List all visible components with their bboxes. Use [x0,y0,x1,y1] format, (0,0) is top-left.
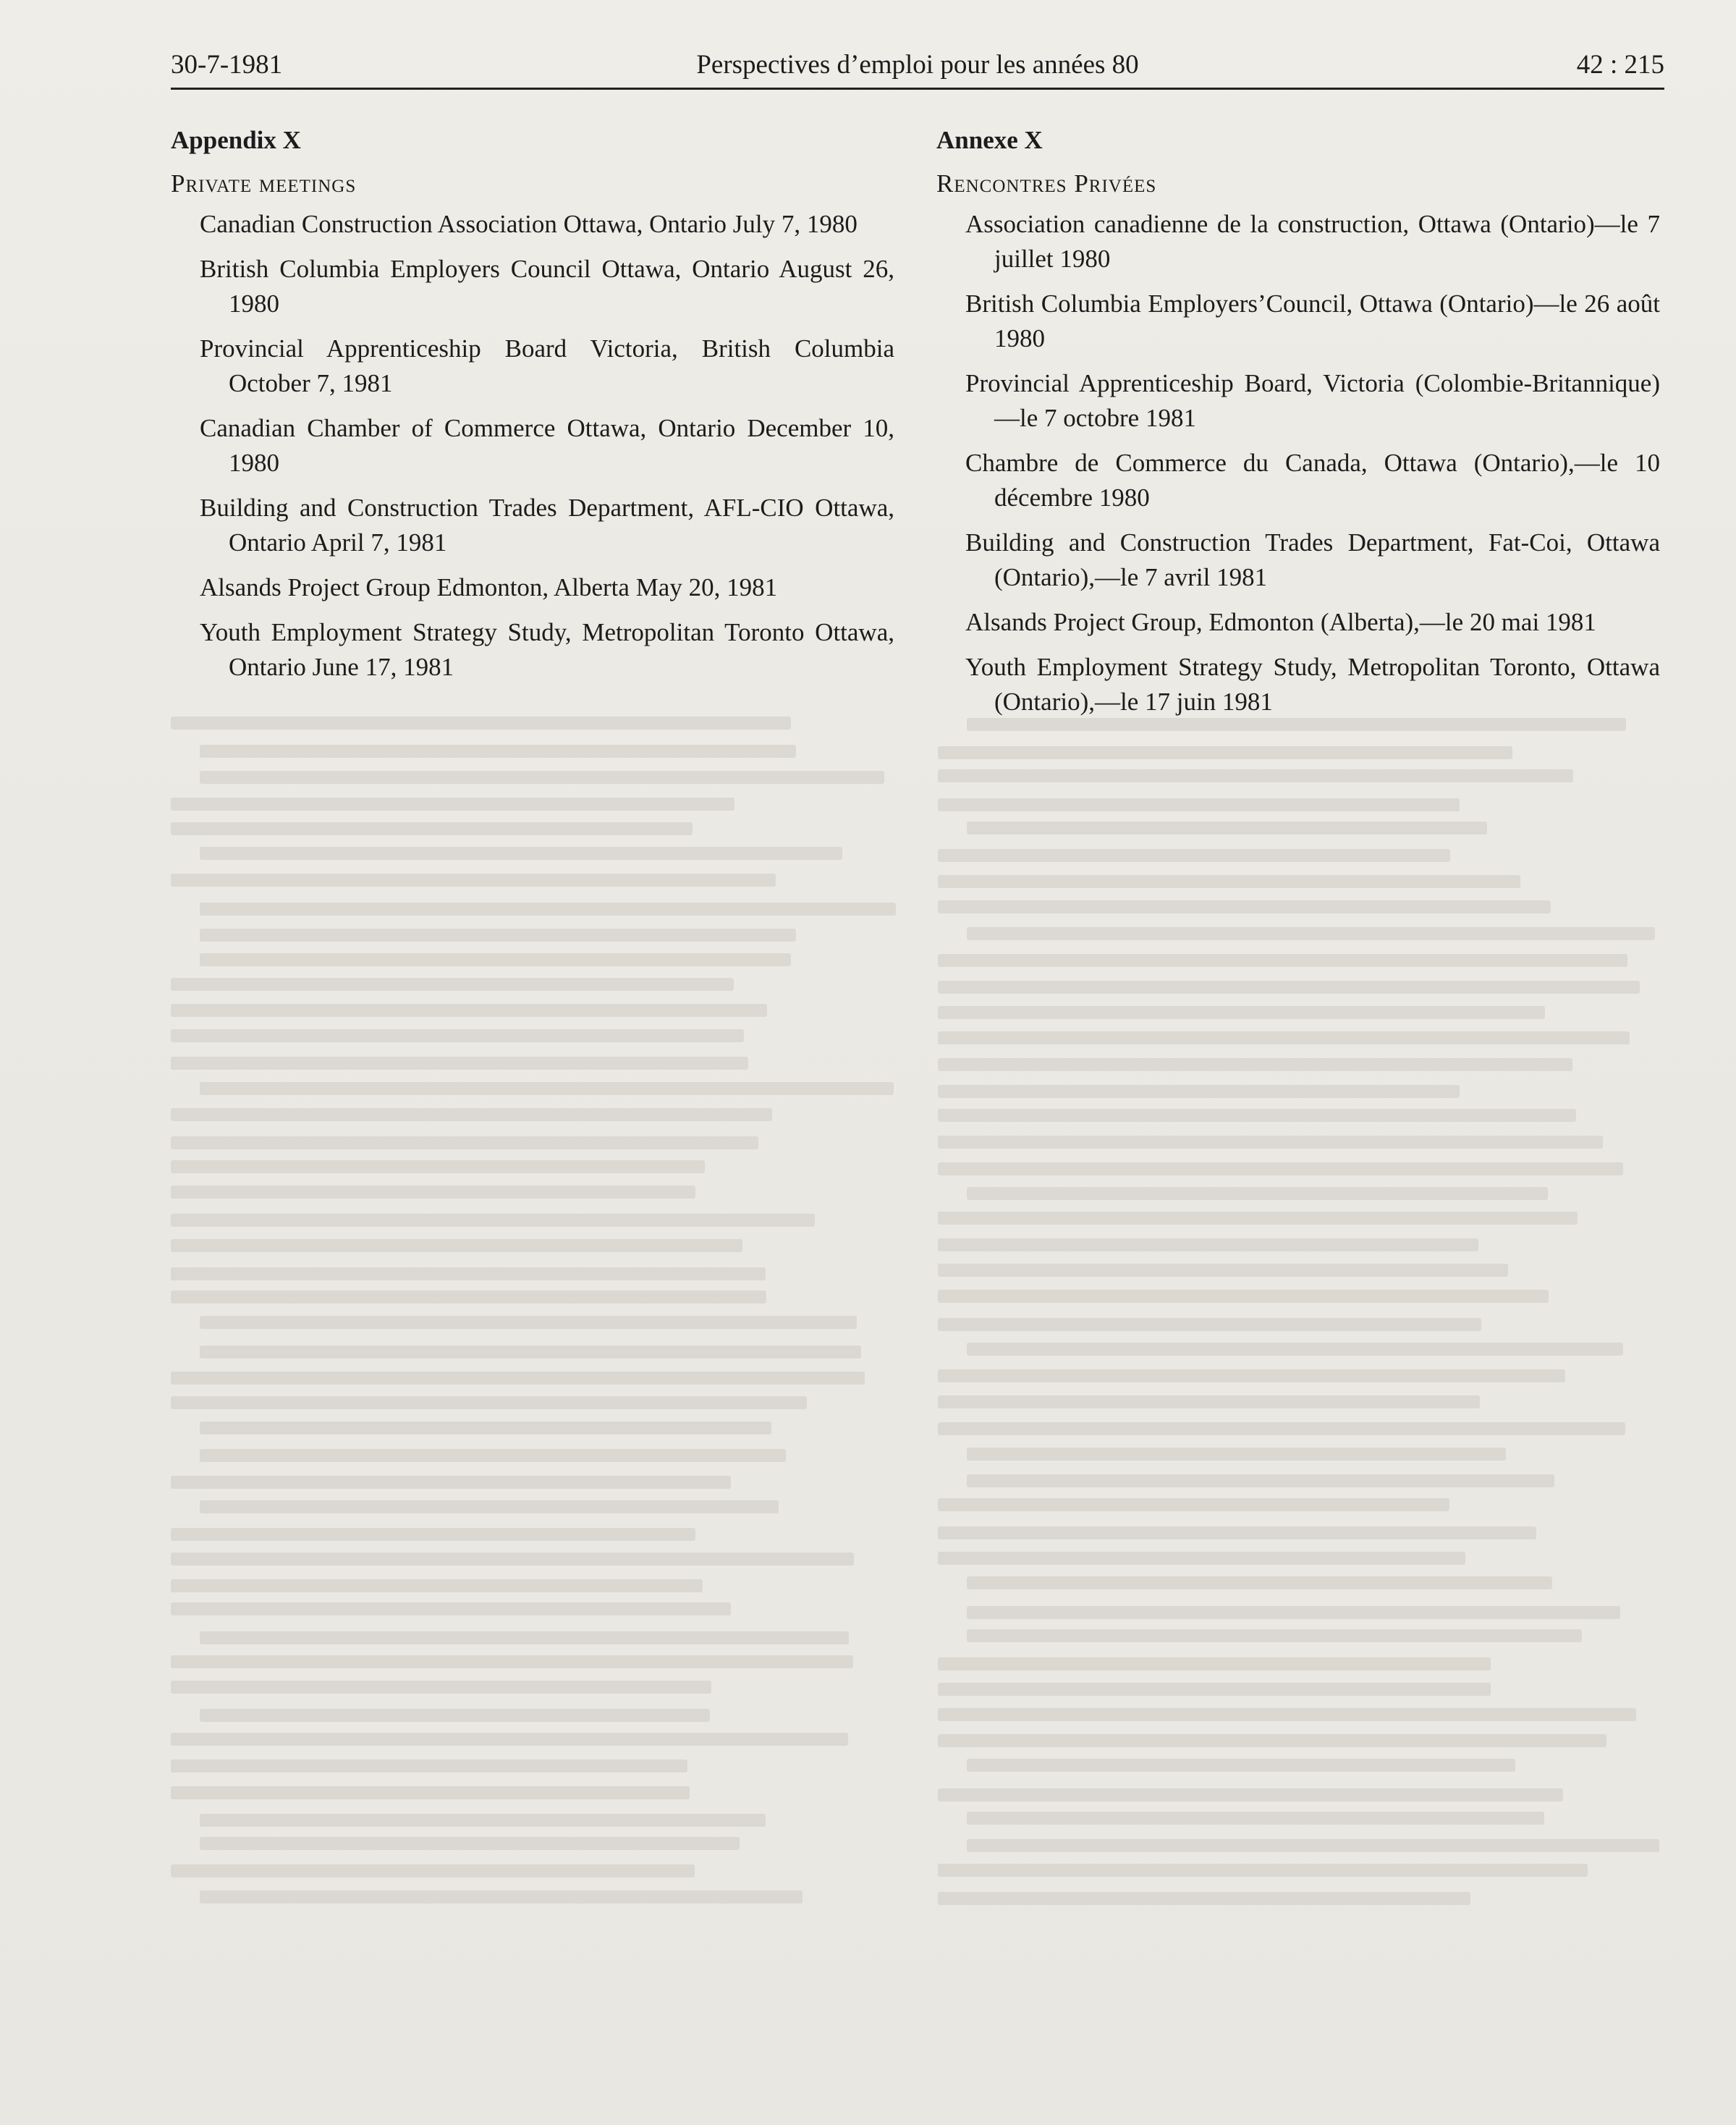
meeting-entry: British Columbia Employers Council Ottawa, Ontario August 26, 1980 [200,255,894,318]
show-through-line [171,1786,690,1799]
meeting-entry: British Columbia Employers’Council, Ottawa (Ontario)—le 26 août 1980 [965,290,1660,352]
show-through-line [967,1839,1659,1852]
appendix-heading: Appendix X [171,126,301,154]
show-through-line [938,1526,1536,1539]
show-through-line [200,1709,710,1722]
show-through-line [200,1449,786,1462]
show-through-line [171,1290,766,1304]
show-through-line [938,1864,1588,1877]
show-through-line [171,822,693,835]
show-through-line [171,1214,815,1227]
show-through-line [171,1476,731,1489]
show-through-line [938,1318,1481,1331]
meeting-entry: Provincial Apprenticeship Board Victoria, British Columbia October 7, 1981 [200,334,894,397]
show-through-line [171,1004,767,1017]
show-through-line [171,798,734,811]
show-through-line [171,1552,854,1566]
show-through-line [200,1421,771,1435]
show-through-line [938,1683,1491,1696]
show-through-texture [171,717,1664,1947]
show-through-line [938,1708,1636,1721]
show-through-line [200,1316,857,1329]
show-through-line [938,1395,1480,1408]
show-through-line [171,1528,695,1541]
show-through-line [967,1474,1554,1487]
meeting-entry: Building and Construction Trades Department, Fat-Coi, Ottawa (Ontario),—le 7 avril 1981 [965,528,1660,591]
show-through-line [171,1602,731,1615]
header-date: 30-7-1981 [171,50,283,80]
show-through-line [200,1500,779,1513]
show-through-line [200,1082,894,1095]
show-through-line [200,1814,766,1827]
show-through-line [171,1579,703,1592]
show-through-line [171,1396,807,1409]
show-through-line [938,769,1573,782]
show-through-line [200,847,842,860]
show-through-line [938,954,1627,967]
show-through-line [967,1576,1552,1589]
show-through-line [171,1759,687,1773]
show-through-line [938,875,1520,888]
show-through-line [938,798,1460,811]
show-through-line [171,717,791,730]
show-through-line [938,1264,1508,1277]
show-through-line [938,1136,1603,1149]
show-through-line [967,1606,1620,1619]
show-through-line [938,1788,1563,1801]
french-column [936,123,1660,730]
meeting-entry: Alsands Project Group Edmonton, Alberta May 20, 1981 [200,573,778,601]
show-through-line [171,874,776,887]
show-through-line [938,1238,1478,1251]
show-through-line [171,1372,865,1385]
meeting-entry: Canadian Construction Association Ottawa, Ontario July 7, 1980 [200,210,858,238]
show-through-line [938,1085,1460,1098]
meeting-entry: Association canadienne de la construction, Ottawa (Ontario)—le 7 juillet 1980 [965,210,1660,273]
show-through-line [171,978,734,991]
meeting-entry: Chambre de Commerce du Canada, Ottawa (Ontario),—le 10 décembre 1980 [965,449,1660,512]
show-through-line [938,849,1450,862]
show-through-line [200,771,884,784]
meeting-entry: Youth Employment Strategy Study, Metropolitan Toronto, Ottawa (Ontario),—le 17 juin 1981 [965,653,1660,716]
show-through-line [938,1734,1606,1747]
show-through-line [938,1058,1572,1071]
show-through-line [200,1345,861,1359]
show-through-line [171,1160,705,1173]
show-through-line [938,1109,1576,1122]
show-through-line [200,1890,803,1904]
show-through-line [938,1006,1545,1019]
show-through-line [200,929,796,942]
show-through-line [171,1108,772,1121]
show-through-line [171,1681,711,1694]
show-through-line [171,1267,766,1280]
section-heading: Rencontres Privées [936,169,1157,198]
header-title: Perspectives d’emploi pour les années 80 [696,50,1139,80]
show-through-line [967,1759,1515,1772]
show-through-line [967,1343,1623,1356]
show-through-line [171,1029,744,1042]
show-through-line [938,1031,1630,1044]
meeting-entry: Building and Construction Trades Department, AFL-CIO Ottawa, Ontario April 7, 1981 [200,494,894,557]
show-through-line [200,953,791,966]
show-through-line [967,927,1655,940]
meeting-entry: Alsands Project Group, Edmonton (Alberta),—le 20 mai 1981 [965,608,1596,636]
show-through-line [171,1136,758,1149]
show-through-line [938,1369,1565,1382]
header-page-number: 42 : 215 [1576,50,1664,80]
annexe-heading: Annexe X [936,126,1043,154]
show-through-line [967,821,1487,835]
show-through-line [200,745,796,758]
show-through-line [171,1655,853,1668]
header-rule [171,88,1664,90]
show-through-line [171,1057,748,1070]
show-through-line [171,1733,848,1746]
english-column [171,123,894,695]
show-through-line [200,903,896,916]
meeting-entry: Youth Employment Strategy Study, Metropolitan Toronto Ottawa, Ontario June 17, 1981 [200,618,894,681]
meeting-entry: Canadian Chamber of Commerce Ottawa, Ontario December 10, 1980 [200,414,894,477]
show-through-line [938,1498,1449,1511]
section-heading: Private meetings [171,169,357,198]
meeting-entry: Provincial Apprenticeship Board, Victoria (Colombie-Britannique)—le 7 octobre 1981 [965,369,1660,432]
show-through-line [938,900,1551,913]
running-header [171,49,1664,93]
show-through-line [967,1629,1582,1642]
show-through-line [938,1162,1623,1175]
show-through-line [967,1812,1544,1825]
show-through-line [938,1422,1625,1435]
show-through-line [938,1657,1491,1670]
show-through-line [171,1186,695,1199]
show-through-line [938,1892,1470,1905]
show-through-line [171,1864,695,1877]
show-through-line [200,1837,740,1850]
show-through-line [967,1448,1506,1461]
show-through-line [938,981,1640,994]
show-through-line [938,1212,1578,1225]
show-through-line [171,1239,742,1252]
show-through-line [967,1187,1548,1200]
show-through-line [200,1631,849,1644]
show-through-line [938,1290,1549,1303]
show-through-line [938,1552,1465,1565]
show-through-line [938,746,1512,759]
